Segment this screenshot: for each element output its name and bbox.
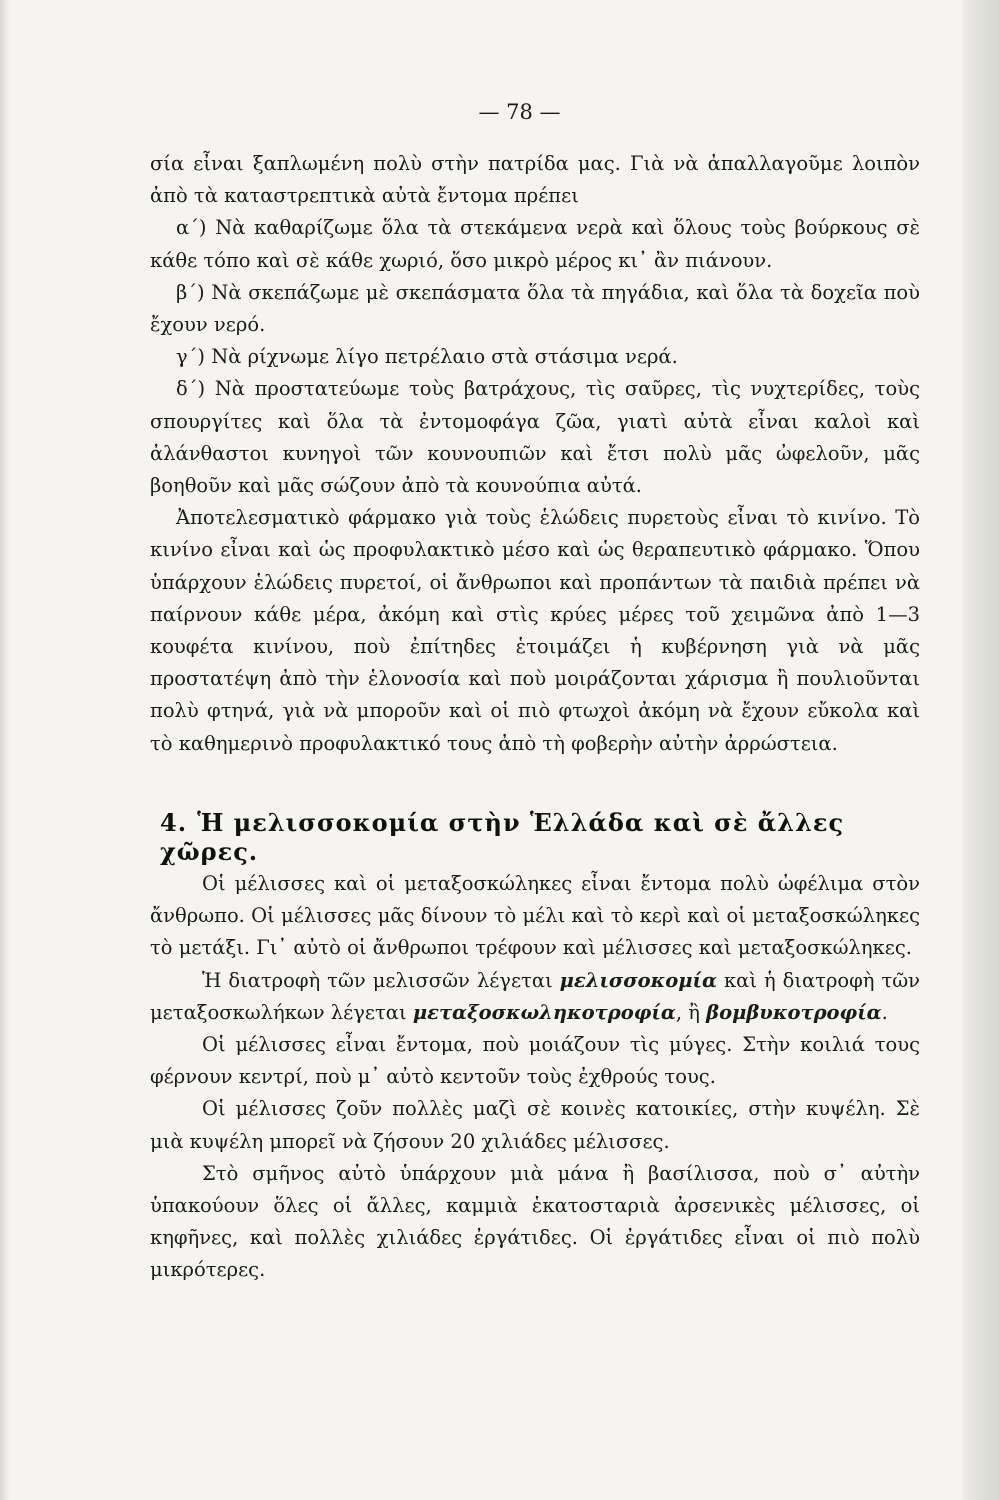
term-sericulture: μεταξοσκωληκοτροφία <box>412 1000 676 1024</box>
definition-text-d: . <box>881 1000 888 1024</box>
definition-text-b: καὶ ἡ διατροφὴ τῶν μεταξοσκωλήκων λέγεται <box>150 968 920 1024</box>
paragraph-bee-anatomy: Οἱ μέλισσες εἶναι ἔντομα, ποὺ μοιάζουν τὶς μύγες. Στὴν κοιλιά τους φέρνουν κεντρί, ποὺ μ᾿ αὐτὸ κεντοῦν τοὺς ἐχθρούς τους. <box>150 1033 920 1089</box>
definition-text-a: Ἡ διατροφὴ τῶν μελισσῶν λέγεται <box>202 968 560 992</box>
list-item-c: γ΄) Νὰ ρίχνωμε λίγο πετρέλαιο στὰ στάσιμα νερά. <box>176 345 678 369</box>
text-block-mosquito-measures <box>150 148 920 760</box>
paragraph-bees-silkworms: Οἱ μέλισσες καὶ οἱ μεταξοσκώληκες εἶναι ἔντομα πολὺ ὠφέλιμα στὸν ἄνθρωπο. Οἱ μέλισσες μᾶς δίνουν τὸ μέλι καὶ τὸ κερὶ καὶ οἱ μεταξοσκώληκες τὸ μετάξι. Γι᾿ αὐτὸ οἱ ἄνθρωποι τρέφουν καὶ μέλισσες καὶ μεταξοσκώληκες. <box>150 872 920 960</box>
term-bombyciculture: βομβυκοτροφία <box>706 1000 882 1024</box>
term-beekeeping: μελισσοκομία <box>559 968 717 992</box>
list-item-d: δ΄) Νὰ προστατεύωμε τοὺς βατράχους, τὶς σαῦρες, τὶς νυχτερίδες, τοὺς σπουργίτες καὶ ὅλα τὰ ἐντομοφάγα ζῶα, γιατὶ αὐτὰ εἶναι καλοὶ καὶ ἀλάνθαστοι κυνηγοὶ τῶν κουνουπιῶν καὶ ἔτσι πολὺ μᾶς ὠφελοῦν, μᾶς βοηθοῦν καὶ μᾶς σώζουν ἀπὸ τὰ κουνούπια αὐτά. <box>150 377 920 498</box>
text-block-beekeeping <box>150 868 920 1287</box>
paragraph-intro: σία εἶναι ξαπλωμένη πολὺ στὴν πατρίδα μας. Γιὰ νὰ ἀπαλλαγοῦμε λοιπὸν ἀπὸ τὰ καταστρεπτικὰ αὐτὰ ἔντομα πρέπει <box>150 152 920 208</box>
page-edge-right <box>963 0 999 1500</box>
section-number: 4. <box>160 808 188 837</box>
list-item-b: β΄) Νὰ σκεπάζωμε μὲ σκεπάσματα ὅλα τὰ πηγάδια, καὶ ὅλα τὰ δοχεῖα ποὺ ἔχουν νερό. <box>150 280 920 337</box>
paragraph-swarm: Στὸ σμῆνος αὐτὸ ὑπάρχουν μιὰ μάνα ἢ βασίλισσα, ποὺ σ᾿ αὐτὴν ὑπακούουν ὅλες οἱ ἄλλες, καμμιὰ ἑκατοσταριὰ ἀρσενικὲς μέλισσες, οἱ κηφῆνες, καὶ πολλὲς χιλιάδες ἐργάτιδες. Οἱ ἐργάτιδες εἶναι οἱ πιὸ πολὺ μικρότερες. <box>150 1161 920 1282</box>
section-title: Ἡ μελισσοκομία στὴν Ἑλλάδα καὶ σὲ ἄλλες χῶρες. <box>160 808 845 866</box>
definition-text-c: , ἢ <box>675 1000 707 1024</box>
page-edge-left <box>0 0 10 1500</box>
paragraph-hive: Οἱ μέλισσες ζοῦν πολλὲς μαζὶ σὲ κοινὲς κατοικίες, στὴν κυψέλη. Σὲ μιὰ κυψέλη μπορεῖ νὰ ζήσουν 20 χιλιάδες μέλισσες. <box>150 1097 920 1153</box>
list-item-a: α΄) Νὰ καθαρίζωμε ὅλα τὰ στεκάμενα νερὰ καὶ ὅλους τοὺς βούρκους σὲ κάθε τόπο καὶ σὲ κάθε χωριό, ὅσο μικρὸ μέρος κι᾿ ἂν πιάνουν. <box>150 216 920 272</box>
paragraph-definitions <box>150 965 920 1029</box>
section-heading <box>160 808 920 866</box>
page-number: — 78 — <box>478 100 561 124</box>
paragraph-quinine: Ἀποτελεσματικὸ φάρμακο γιὰ τοὺς ἑλώδεις πυρετοὺς εἶναι τὸ κινίνο. Τὸ κινίνο εἶναι καὶ ὡς προφυλακτικὸ μέσο καὶ ὡς θεραπευτικὸ φάρμακο. Ὅπου ὑπάρχουν ἑλώδεις πυρετοί, οἱ ἄνθρωποι καὶ προπάντων τὰ παιδιὰ πρέπει νὰ παίρνουν κάθε μέρα, ἀκόμη καὶ στὶς κρύες μέρες τοῦ χειμῶνα ἀπὸ 1—3 κουφέτα κινίνου, ποὺ ἐπίτηδες ἑτοιμάζει ἡ κυβέρνηση γιὰ νὰ μᾶς προστατέψη ἀπὸ τὴν ἑλονοσία καὶ ποὺ μοιράζονται χάρισμα ἢ πουλιοῦνται πολὺ φτηνά, γιὰ νὰ μποροῦν καὶ οἱ πιὸ φτωχοὶ ἀκόμη νὰ ἔχουν εὔκολα καὶ τὸ καθημερινὸ προφυλακτικό τους ἀπὸ τὴ φοβερὴν αὐτὴν ἀρρώστεια. <box>150 506 920 755</box>
